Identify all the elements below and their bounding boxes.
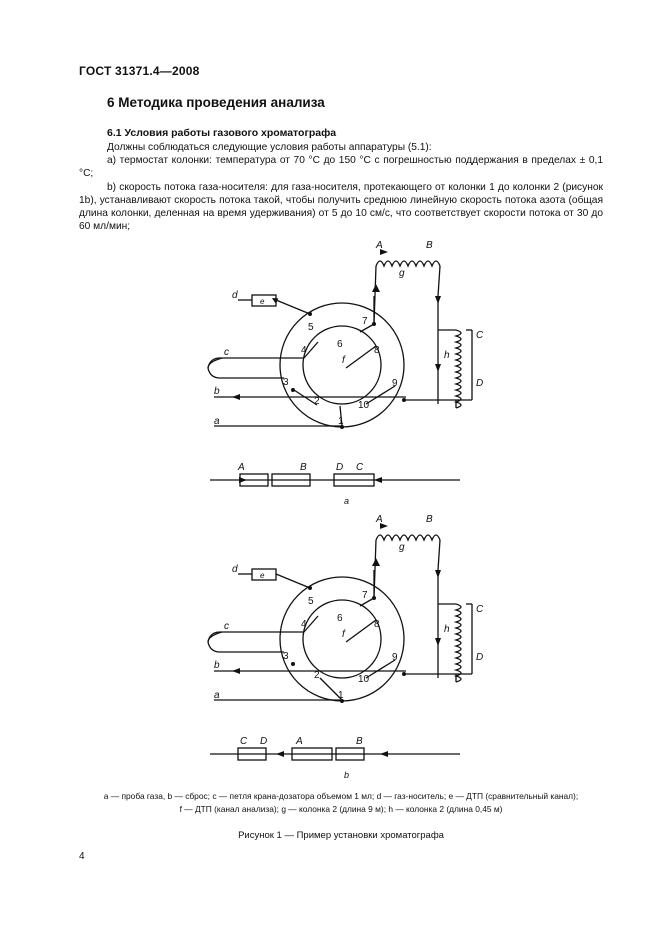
coil-g [376,535,440,540]
port-1: 1 [338,416,344,427]
label-c: c [224,347,229,358]
port-10: 10 [358,400,370,411]
subsection-title: 6.1 Условия работы газового хроматографа [107,127,337,139]
schematic-label-A: A [296,736,303,747]
figure-legend-line-1: a — проба газа, b — сброс; c — петля крана-дозатора объемом 1 мл; d — газ-носитель; e — ДТП (сравнительный канал); [103,791,579,801]
label-b: b [214,386,220,397]
port-1: 1 [338,690,344,701]
figure-1a-diagram [180,234,520,510]
label-f: f [342,629,345,640]
label-d: d [232,564,238,575]
port-2: 2 [314,396,320,407]
schematic-label-D: D [260,736,268,747]
port-9: 9 [392,378,398,389]
label-a: a [214,416,220,427]
port-7: 7 [362,316,368,327]
port-3: 3 [283,377,289,388]
coil-h [456,604,461,682]
label-a: a [214,690,220,701]
label-D: D [476,652,484,663]
figure-legend-line-2: f — ДТП (канал анализа); g — колонка 2 (длина 9 м); h — колонка 2 (длина 0,45 м) [179,804,503,814]
paragraph-b: b) скорость потока газа-носителя: для газа-носителя, протекающего от колонки 1 до колонки 2 (рисунок 1b), устанавливают скорость потока такой, чтобы получить среднюю линейную скорость потока азота (общая длина колонки, деленная на время удерживания) от 5 до 10 см/с, что соответствует скорости потока от 30 до 60 мл/мин; [79,182,603,232]
section-title: 6 Методика проведения анализа [107,95,325,110]
label-f: f [342,355,345,366]
port-2: 2 [314,670,320,681]
schematic-label-A: A [238,462,245,473]
label-A: A [376,514,383,525]
label-B: B [426,514,433,525]
label-e: e [260,297,265,306]
port-6: 6 [337,339,343,350]
document-header: ГОСТ 31371.4—2008 [79,64,200,78]
schematic-label-C: C [356,462,364,473]
figure-caption: Рисунок 1 — Пример установки хроматографа [238,830,444,841]
port-5: 5 [308,322,314,333]
label-g: g [399,542,405,553]
port-10: 10 [358,674,370,685]
label-B: B [426,240,433,251]
figure-1b-diagram [180,508,520,784]
label-h: h [444,350,450,361]
port-8: 8 [374,619,380,630]
paragraph-intro: Должны соблюдаться следующие условия работы аппаратуры (5.1): [107,142,432,153]
coil-h [456,330,461,408]
port-6: 6 [337,613,343,624]
schematic-label-B: B [356,736,363,747]
label-A: A [376,240,383,251]
sub-label-b: b [344,770,350,780]
label-h: h [444,624,450,635]
label-b: b [214,660,220,671]
page-number: 4 [79,851,85,862]
label-D: D [476,378,484,389]
label-c: c [224,621,229,632]
port-9: 9 [392,652,398,663]
sub-label-a: a [344,496,350,506]
port-8: 8 [374,345,380,356]
port-4: 4 [301,619,307,630]
schematic-label-B: B [300,462,307,473]
paragraph-a: a) термостат колонки: температура от 70 °С до 150 °С с погрешностью поддержания в пределах ± 0,1 °С; [79,155,603,179]
port-7: 7 [362,590,368,601]
label-g: g [399,268,405,279]
schematic-label-D: D [336,462,344,473]
label-C: C [476,330,484,341]
label-C: C [476,604,484,615]
schematic-label-C: C [240,736,248,747]
coil-g [376,261,440,266]
label-d: d [232,290,238,301]
port-4: 4 [301,345,307,356]
port-3: 3 [283,651,289,662]
port-5: 5 [308,596,314,607]
label-e: e [260,571,265,580]
